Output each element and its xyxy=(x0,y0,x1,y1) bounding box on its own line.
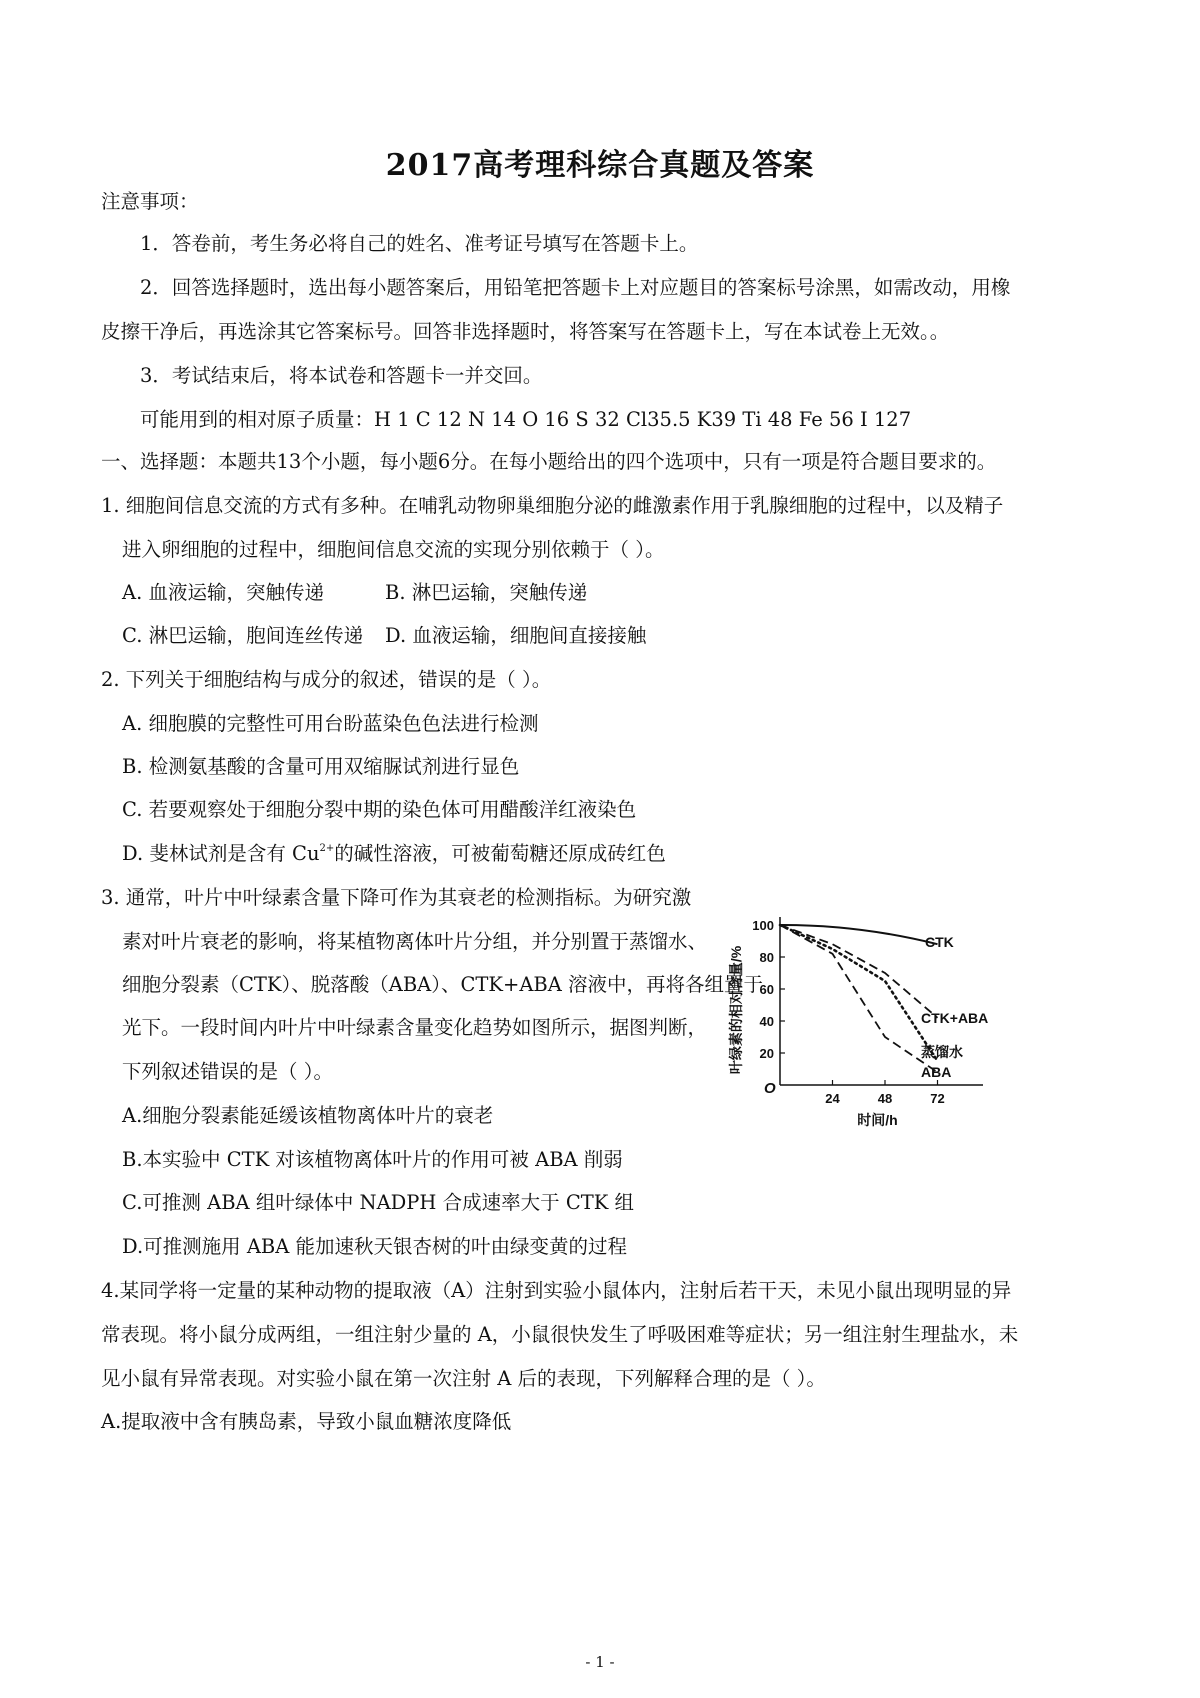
series-line-2 xyxy=(780,925,938,1061)
y-axis-label: 叶绿素的相对含量/% xyxy=(728,945,744,1075)
x-tick-label: 24 xyxy=(825,1091,840,1106)
origin-label: O xyxy=(764,1080,776,1097)
notice-item-2a: 2．回答选择题时，选出每小题答案后，用铅笔把答题卡上对应题目的答案标号涂黑，如需改动，用橡 xyxy=(140,276,1011,299)
series-label-3: ABA xyxy=(921,1064,952,1080)
y-tick-label: 100 xyxy=(752,918,774,933)
q2-option-d-pre: D. 斐林试剂是含有 Cu xyxy=(122,842,320,865)
q2-option-d xyxy=(122,844,666,864)
q4-stem-line1: 4.某同学将一定量的某种动物的提取液（A）注射到实验小鼠体内，注射后若干天，未见小鼠出现明显的异 xyxy=(101,1279,1012,1302)
q2-option-a: A. 细胞膜的完整性可用台盼蓝染色色法进行检测 xyxy=(122,712,539,735)
q3-option-d: D.可推测施用 ABA 能加速秋天银杏树的叶由绿变黄的过程 xyxy=(122,1235,628,1258)
q3-stem-line1: 3. 通常，叶片中叶绿素含量下降可作为其衰老的检测指标。为研究激 xyxy=(101,886,692,909)
q3-stem-line5: 下列叙述错误的是（ ）。 xyxy=(122,1060,333,1083)
q2-option-b: B. 检测氨基酸的含量可用双缩脲试剂进行显色 xyxy=(122,755,520,778)
q1-stem-line2: 进入卵细胞的过程中，细胞间信息交流的实现分别依赖于（ ）。 xyxy=(122,538,665,561)
q3-stem-line4: 光下。一段时间内叶片中叶绿素含量变化趋势如图所示，据图判断， xyxy=(122,1016,708,1039)
y-tick-label: 80 xyxy=(759,950,774,965)
series-label-0: CTK xyxy=(925,934,954,950)
q3-stem-line3: 细胞分裂素（CTK）、脱落酸（ABA）、CTK+ABA 溶液中，再将各组置于 xyxy=(122,973,764,996)
y-tick-label: 60 xyxy=(759,982,774,997)
y-tick-label: 20 xyxy=(759,1046,774,1061)
q1-option-d: D. 血液运输，细胞间直接接触 xyxy=(385,624,647,647)
notice-item-2b: 皮擦干净后，再选涂其它答案标号。回答非选择题时，将答案写在答题卡上，写在本试卷上无效。。 xyxy=(101,320,950,343)
q1-option-b: B. 淋巴运输，突触传递 xyxy=(385,581,588,604)
series-label-2: 蒸馏水 xyxy=(921,1044,963,1060)
page-number: - 1 - xyxy=(585,1653,615,1671)
notice-item-3: 3．考试结束后，将本试卷和答题卡一并交回。 xyxy=(140,364,543,387)
notice-heading: 注意事项： xyxy=(101,190,199,213)
x-tick-label: 72 xyxy=(930,1091,945,1106)
q2-option-d-superscript: 2+ xyxy=(319,843,335,854)
q3-option-a: A.细胞分裂素能延缓该植物离体叶片的衰老 xyxy=(122,1104,494,1127)
q1-stem-line1: 1. 细胞间信息交流的方式有多种。在哺乳动物卵巢细胞分泌的雌激素作用于乳腺细胞的过程中，以及精子 xyxy=(101,494,1004,517)
section-heading: 一、选择题：本题共13个小题，每小题6分。在每小题给出的四个选项中，只有一项是符合题目要求的。 xyxy=(101,450,997,473)
q3-option-c: C.可推测 ABA 组叶绿体中 NADPH 合成速率大于 CTK 组 xyxy=(122,1191,635,1214)
q4-stem-line2: 常表现。将小鼠分成两组，一组注射少量的 A，小鼠很快发生了呼吸困难等症状；另一组注射生理盐水，未 xyxy=(101,1323,1019,1346)
chlorophyll-chart xyxy=(725,895,1055,1135)
y-tick-label: 40 xyxy=(759,1014,774,1029)
q1-option-a: A. 血液运输，突触传递 xyxy=(122,581,324,604)
q3-option-b: B.本实验中 CTK 对该植物离体叶片的作用可被 ABA 削弱 xyxy=(122,1148,623,1171)
notice-item-1: 1．答卷前，考生务必将自己的姓名、准考证号填写在答题卡上。 xyxy=(140,232,699,255)
q2-option-d-post: 的碱性溶液，可被葡萄糖还原成砖红色 xyxy=(334,842,666,865)
q2-option-c: C. 若要观察处于细胞分裂中期的染色体可用醋酸洋红液染色 xyxy=(122,798,637,821)
x-axis-label: 时间/h xyxy=(857,1112,898,1128)
series-label-1: CTK+ABA xyxy=(921,1010,989,1026)
q4-option-a: A.提取液中含有胰岛素，导致小鼠血糖浓度降低 xyxy=(101,1410,512,1433)
q1-option-c: C. 淋巴运输，胞间连丝传递 xyxy=(122,624,364,647)
q4-stem-line3: 见小鼠有异常表现。对实验小鼠在第一次注射 A 后的表现，下列解释合理的是（ ）。 xyxy=(101,1367,826,1390)
x-tick-label: 48 xyxy=(877,1091,893,1106)
atomic-mass-line: 可能用到的相对原子质量：H 1 C 12 N 14 O 16 S 32 Cl35.5 K39 Ti 48 Fe 56 I 127 xyxy=(140,408,912,431)
q3-stem-line2: 素对叶片衰老的影响，将某植物离体叶片分组，并分别置于蒸馏水、 xyxy=(122,930,708,953)
page-title: 2017高考理科综合真题及答案 xyxy=(385,148,815,183)
q2-stem: 2. 下列关于细胞结构与成分的叙述，错误的是（ ）。 xyxy=(101,668,552,691)
